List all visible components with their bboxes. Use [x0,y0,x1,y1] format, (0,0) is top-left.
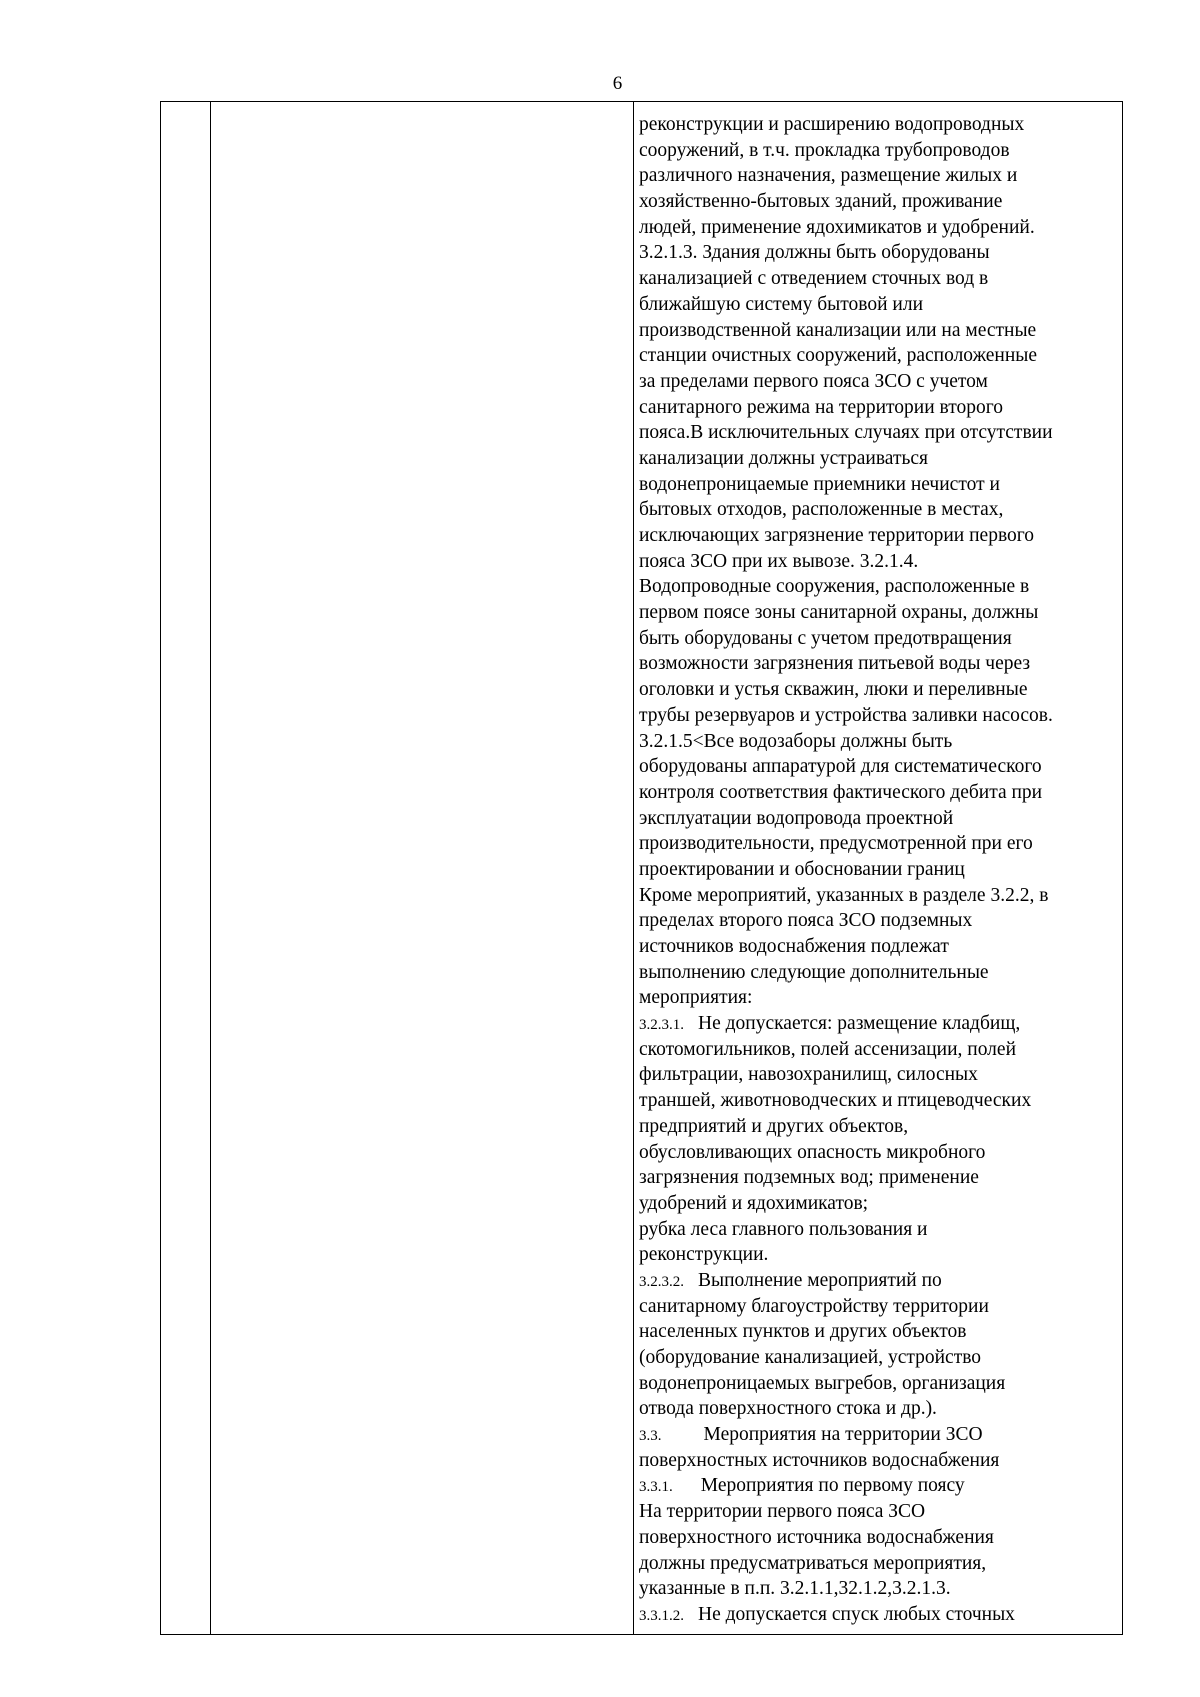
text-line-content: различного назначения, размещение жилых и [639,165,1018,187]
text-line [639,626,1119,652]
text-line [639,523,1119,549]
clause-number: 3.3.1.2. [639,1607,684,1624]
text-line-content: санитарному благоустройству территории [639,1295,989,1317]
text-line-content: хозяйственно-бытовых зданий, проживание [639,191,1003,213]
text-line [639,1396,1119,1422]
table-cell-measures [639,112,1119,1628]
text-line-content: выполнению следующие дополнительные [639,961,989,983]
text-line-content: людей, применение ядохимикатов и удобрений. [639,216,1035,238]
text-line-content: удобрений и ядохимикатов; [639,1192,869,1214]
text-line-content: рубка леса главного пользования и [639,1218,928,1240]
text-line [639,266,1119,292]
text-line-content: исключающих загрязнение территории первого [639,525,1035,546]
text-line [639,934,1119,960]
text-line-content: Мероприятия по первому поясу [700,1475,965,1497]
text-line [639,1242,1119,1268]
text-line [639,1011,1119,1037]
text-line [639,1345,1119,1371]
text-line-content: за пределами первого пояса ЗСО с учетом [639,370,988,392]
text-line [639,497,1119,523]
text-line [639,1088,1119,1114]
text-line [639,163,1119,189]
text-line-content: производительности, предусмотренной при его [639,833,1033,855]
text-line-content: канализацией с отведением сточных вод в [639,268,989,290]
text-line [639,343,1119,369]
text-line-content: Кроме мероприятий, указанных в разделе 3.2.2, в [639,884,1049,906]
clause-number: 3.3. [639,1428,662,1445]
text-line [639,1448,1119,1474]
text-line-content: траншей, животноводческих и птицеводческих [639,1090,1032,1112]
text-line-content: бытовых отходов, расположенные в местах, [639,499,1004,521]
text-line-content: первом поясе зоны санитарной охраны, должны [639,602,1039,624]
text-line [639,703,1119,729]
text-line [639,292,1119,318]
text-line-content: источников водоснабжения подлежат [639,936,949,957]
text-line-content: санитарного режима на территории второго [639,396,1004,418]
text-line-content: Выполнение мероприятий по [698,1269,942,1291]
text-line-content: реконструкции. [639,1244,769,1266]
page-number: 6 [612,73,623,94]
text-line [639,1268,1119,1294]
text-line [639,1576,1119,1602]
text-line-content: Мероприятия на территории ЗСО [703,1424,983,1446]
text-line [639,240,1119,266]
text-line-content: производственной канализации или на местные [639,319,1037,341]
text-line [639,574,1119,600]
text-line-content: эксплуатации водопровода проектной [639,807,954,829]
text-line-content: поверхностного источника водоснабжения [639,1526,994,1548]
text-line [639,1525,1119,1551]
text-line [639,1114,1119,1140]
text-line [639,908,1119,934]
text-line [639,754,1119,780]
text-line [639,189,1119,215]
text-line [639,1165,1119,1191]
text-line-content: Водопроводные сооружения, расположенные в [639,576,1030,598]
text-line-content: скотомогильников, полей ассенизации, полей [639,1038,1017,1060]
text-line-content: (оборудование канализацией, устройство [639,1347,982,1368]
text-line-content: канализации должны устраиваться [639,447,928,469]
text-line [639,883,1119,909]
column-divider-1 [210,102,211,1634]
column-divider-2 [633,102,634,1634]
text-line [639,1371,1119,1397]
text-line-content: пояса ЗСО при их вывозе. 3.2.1.4. [639,550,919,572]
text-line [639,1294,1119,1320]
text-line-content: Не допускается: размещение кладбищ, [698,1013,1021,1035]
text-line [639,369,1119,395]
text-line [639,985,1119,1011]
text-line-content: указанные в п.п. 3.2.1.1,32.1.2,3.2.1.3. [639,1578,951,1600]
text-line [639,1191,1119,1217]
text-line-content: трубы резервуаров и устройства заливки насосов. [639,704,1053,726]
text-line-content: водонепроницаемые приемники нечистот и [639,473,1000,495]
text-line-content: пределах второго пояса ЗСО подземных [639,910,973,932]
text-line-content: 3.2.1.3. Здания должны быть оборудованы [639,242,990,264]
text-line-content: возможности загрязнения питьевой воды через [639,653,1031,675]
text-line-content: поверхностных источников водоснабжения [639,1449,1000,1471]
text-line [639,806,1119,832]
text-line-content: сооружений, в т.ч. прокладка трубопроводов [639,139,1010,161]
text-line [639,138,1119,164]
text-line-content: водонепроницаемых выгребов, организация [639,1372,1006,1394]
clause-number: 3.2.3.2. [639,1273,684,1290]
text-line-content: фильтрации, навозохранилищ, силосных [639,1064,978,1086]
text-line-content: проектировании и обосновании границ [639,858,965,880]
text-line [639,780,1119,806]
text-line-content: отвода поверхностного стока и др.). [639,1398,937,1420]
text-line-content: оборудованы аппаратурой для систематического [639,756,1042,778]
text-line-content: предприятий и других объектов, [639,1115,909,1137]
text-line-content: контроля соответствия фактического дебита при [639,781,1043,803]
text-line [639,446,1119,472]
text-line [639,729,1119,755]
text-line-content: На территории первого пояса ЗСО [639,1501,926,1523]
text-line [639,1551,1119,1577]
text-line [639,318,1119,344]
text-line-content: быть оборудованы с учетом предотвращения [639,627,1012,649]
text-line [639,831,1119,857]
text-line [639,395,1119,421]
text-line-content: должны предусматриваться мероприятия, [639,1552,987,1574]
text-line [639,1473,1119,1499]
text-line-content: 3.2.1.5<Все водозаборы должны быть [639,730,953,752]
text-line [639,651,1119,677]
text-line [639,1140,1119,1166]
text-line [639,112,1119,138]
text-line-content: населенных пунктов и других объектов [639,1321,967,1343]
text-line [639,549,1119,575]
document-table [160,101,1123,1635]
text-line [639,600,1119,626]
text-line-content: Не допускается спуск любых сточных [698,1603,1015,1625]
text-line-content: обусловливающих опасность микробного [639,1141,986,1163]
text-line-content: станции очистных сооружений, расположенные [639,345,1038,367]
text-line [639,960,1119,986]
text-line [639,1062,1119,1088]
text-line-content: пояса.В исключительных случаях при отсутствии [639,422,1053,444]
text-line [639,1319,1119,1345]
text-line [639,472,1119,498]
text-line [639,1217,1119,1243]
text-line [639,1499,1119,1525]
text-line [639,857,1119,883]
text-line [639,1422,1119,1448]
text-line-content: реконструкции и расширению водопроводных [639,114,1025,135]
text-line-content: оголовки и устья скважин, люки и переливные [639,679,1028,701]
text-line [639,420,1119,446]
text-line [639,1602,1119,1628]
text-line-content: ближайшую систему бытовой или [639,293,924,315]
clause-number: 3.2.3.1. [639,1017,684,1034]
text-line [639,677,1119,703]
text-line [639,215,1119,241]
text-line-content: мероприятия: [639,987,753,1009]
text-line-content: загрязнения подземных вод; применение [639,1167,979,1189]
text-line [639,1037,1119,1063]
clause-number: 3.3.1. [639,1479,673,1496]
